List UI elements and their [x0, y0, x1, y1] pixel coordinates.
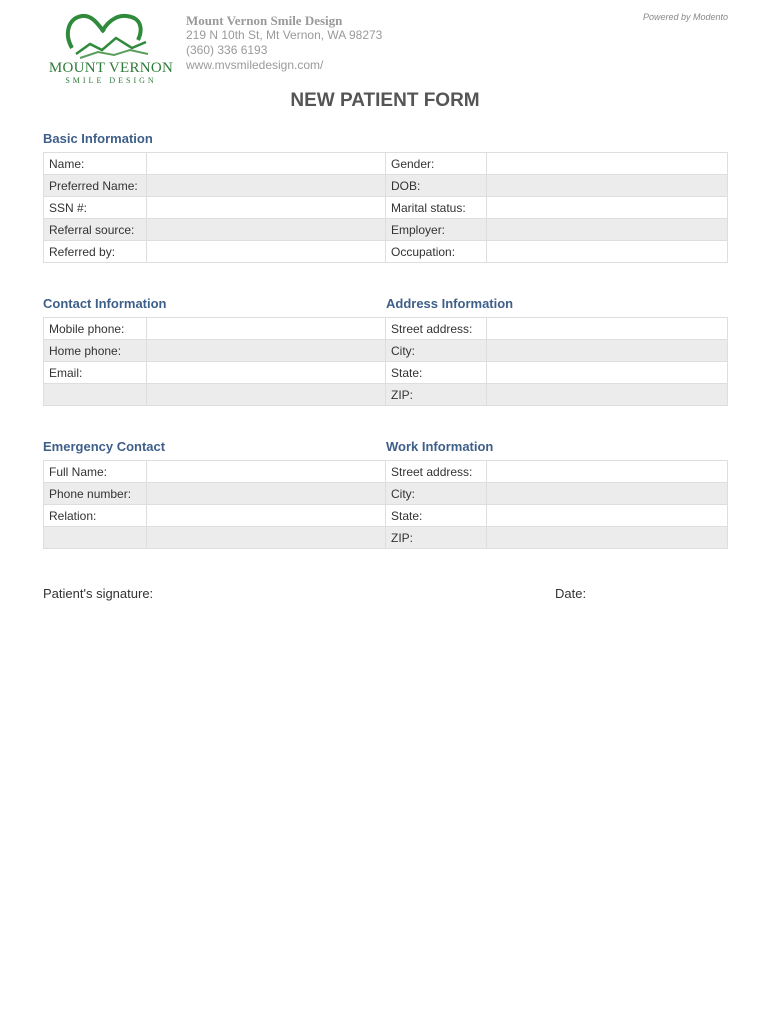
field-input[interactable] — [147, 340, 386, 362]
field-label: Street address: — [386, 461, 487, 483]
field-input[interactable] — [147, 461, 386, 483]
logo-wordmark: MOUNT VERNON — [48, 60, 174, 76]
field-label: Occupation: — [386, 241, 487, 263]
field-input[interactable] — [487, 340, 728, 362]
field-input[interactable] — [487, 175, 728, 197]
field-input[interactable] — [147, 318, 386, 340]
field-label: Street address: — [386, 318, 487, 340]
field-label: DOB: — [386, 175, 487, 197]
field-label: Home phone: — [44, 340, 147, 362]
field-label: Phone number: — [44, 483, 147, 505]
field-input[interactable] — [147, 219, 386, 241]
field-input[interactable] — [147, 384, 386, 406]
practice-logo — [42, 10, 178, 84]
field-input[interactable] — [147, 362, 386, 384]
practice-website[interactable]: www.mvsmiledesign.com/ — [186, 58, 324, 72]
field-label: Marital status: — [386, 197, 487, 219]
field-label: Mobile phone: — [44, 318, 147, 340]
section-basic-information: Basic Information — [43, 131, 153, 146]
emergency-work-table — [43, 460, 728, 549]
section-emergency-contact: Emergency Contact — [43, 439, 166, 454]
field-input[interactable] — [147, 241, 386, 263]
field-label — [44, 384, 147, 406]
field-label: Name: — [44, 153, 147, 175]
field-label: Referral source: — [44, 219, 147, 241]
field-input[interactable] — [147, 197, 386, 219]
field-input[interactable] — [487, 318, 728, 340]
field-input[interactable] — [147, 483, 386, 505]
field-label: SSN #: — [44, 197, 147, 219]
table-row — [44, 219, 728, 241]
field-label: Relation: — [44, 505, 147, 527]
contact-address-table — [43, 317, 728, 406]
field-input[interactable] — [487, 219, 728, 241]
field-input[interactable] — [487, 153, 728, 175]
table-row — [44, 340, 728, 362]
section-contact-information: Contact Information — [43, 296, 167, 311]
field-input[interactable] — [487, 461, 728, 483]
table-row — [44, 318, 728, 340]
basic-information-table — [43, 152, 728, 263]
form-title: NEW PATIENT FORM — [290, 90, 480, 111]
field-label: Gender: — [386, 153, 487, 175]
field-label: Referred by: — [44, 241, 147, 263]
field-input[interactable] — [487, 362, 728, 384]
field-input[interactable] — [147, 527, 386, 549]
field-input[interactable] — [487, 527, 728, 549]
table-row — [44, 527, 728, 549]
table-row — [44, 384, 728, 406]
field-label: City: — [386, 340, 487, 362]
practice-phone: (360) 336 6193 — [186, 43, 268, 57]
signature-label: Patient's signature: — [43, 586, 154, 601]
field-label: Full Name: — [44, 461, 147, 483]
mountain-logo-icon — [42, 10, 178, 62]
practice-info — [186, 13, 382, 73]
table-row — [44, 197, 728, 219]
field-input[interactable] — [147, 505, 386, 527]
field-input[interactable] — [487, 241, 728, 263]
field-label: Email: — [44, 362, 147, 384]
field-input[interactable] — [487, 505, 728, 527]
table-row — [44, 241, 728, 263]
table-row — [44, 483, 728, 505]
field-label: State: — [386, 505, 487, 527]
field-label — [44, 527, 147, 549]
field-label: ZIP: — [386, 527, 487, 549]
logo-tagline: SMILE DESIGN — [65, 76, 157, 85]
table-row — [44, 175, 728, 197]
field-label: ZIP: — [386, 384, 487, 406]
table-row — [44, 362, 728, 384]
date-label: Date: — [555, 586, 587, 601]
field-label: Employer: — [386, 219, 487, 241]
section-address-information: Address Information — [386, 296, 514, 311]
practice-address: 219 N 10th St, Mt Vernon, WA 98273 — [186, 28, 383, 42]
field-input[interactable] — [487, 483, 728, 505]
section-work-information: Work Information — [386, 439, 494, 454]
field-input[interactable] — [487, 197, 728, 219]
practice-name: Mount Vernon Smile Design — [186, 13, 343, 28]
field-input[interactable] — [487, 384, 728, 406]
powered-by: Powered by Modento — [642, 12, 728, 22]
field-input[interactable] — [147, 153, 386, 175]
table-row — [44, 153, 728, 175]
field-label: City: — [386, 483, 487, 505]
field-label: State: — [386, 362, 487, 384]
field-label: Preferred Name: — [44, 175, 147, 197]
table-row — [44, 505, 728, 527]
table-row — [44, 461, 728, 483]
field-input[interactable] — [147, 175, 386, 197]
